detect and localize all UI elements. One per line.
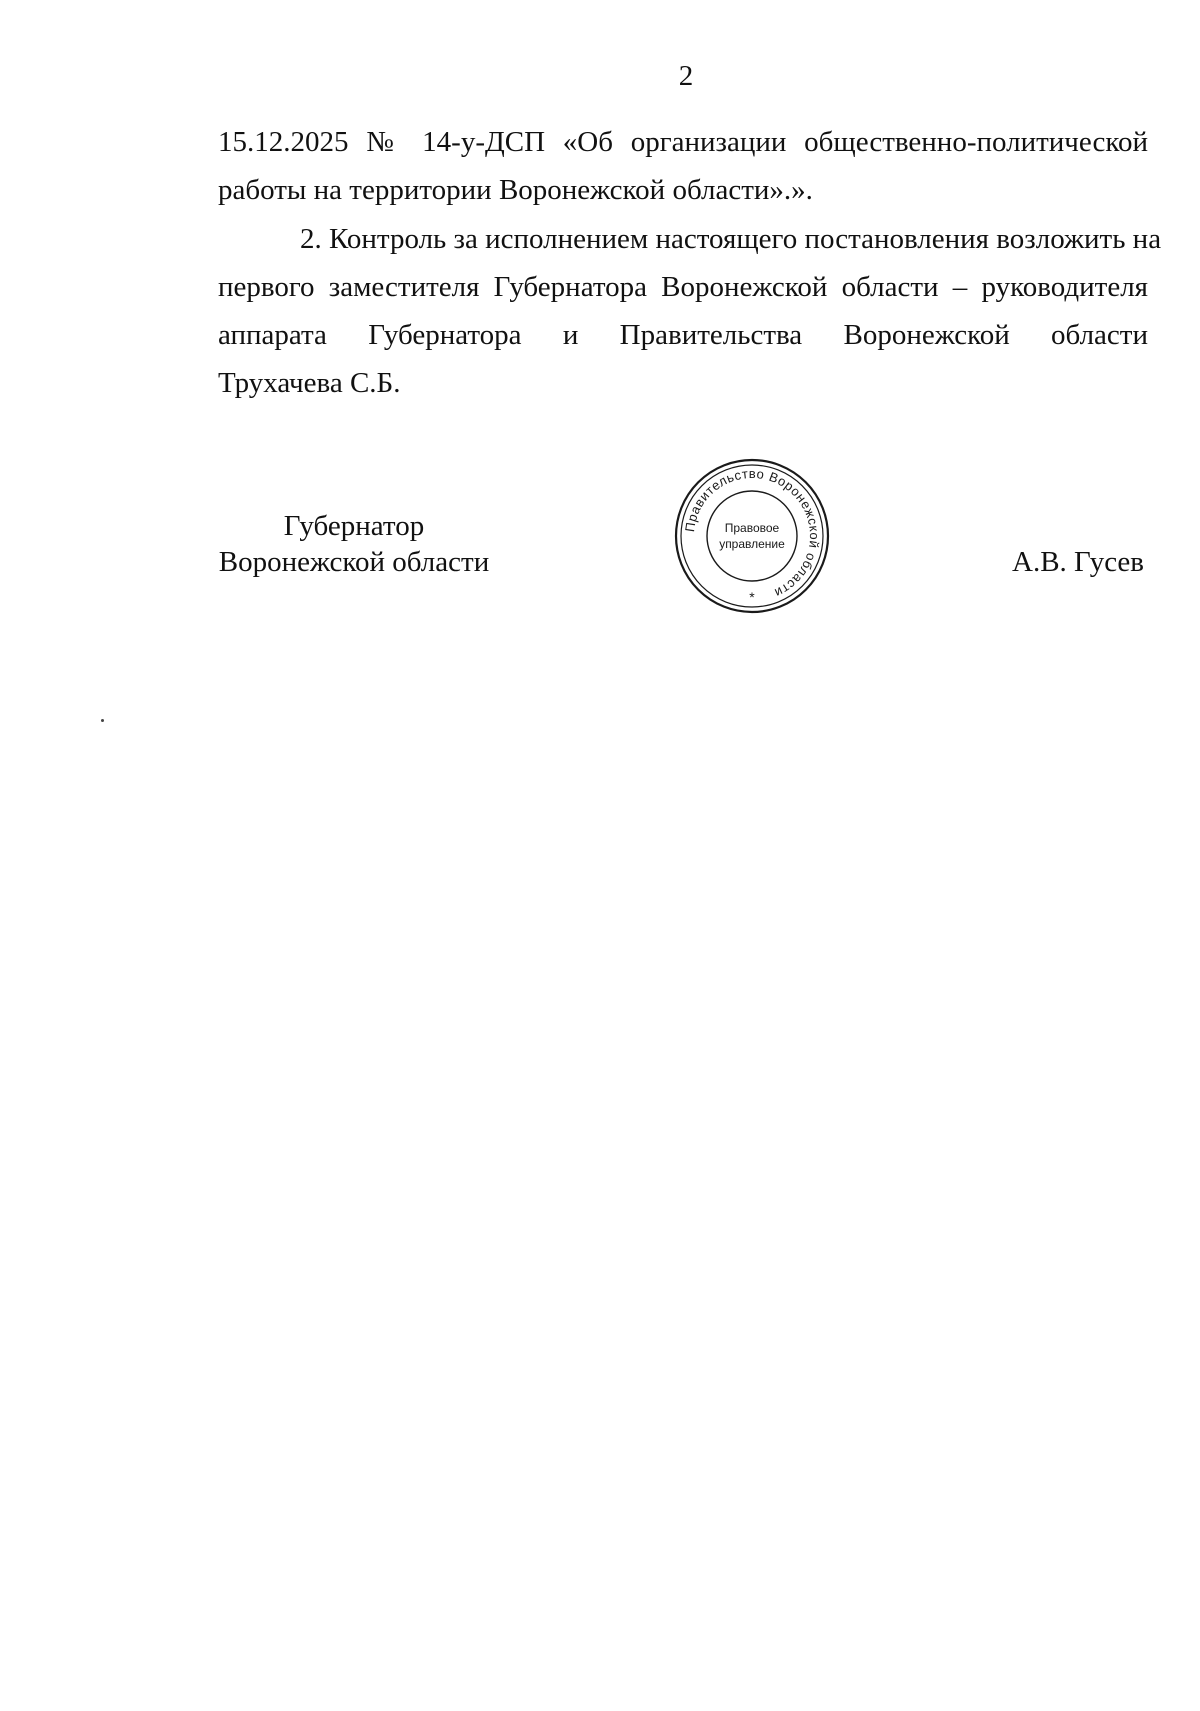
- paragraph-control-clause: [218, 215, 1162, 407]
- paragraph-line: аппарата Губернатора и Правительства Воронежской области: [218, 319, 1148, 351]
- signature-title: [218, 508, 490, 580]
- paragraph-line: 2. Контроль за исполнением настоящего постановления возложить на: [300, 223, 1162, 255]
- paragraph-line: работы на территории Воронежской области».».: [218, 174, 813, 206]
- paragraph-line: 15.12.2025 № 14-у-ДСП «Об организации общественно-политической: [218, 126, 1148, 158]
- stamp-star: *: [749, 589, 755, 605]
- stamp-center-text: Правовое: [724, 521, 780, 535]
- stamp-center-text: управление: [719, 537, 785, 551]
- stamp-seal-graphic: [672, 456, 832, 616]
- official-stamp: [672, 456, 832, 616]
- signature-title-line: Губернатор: [283, 510, 425, 542]
- paragraph-line: Трухачева С.Б.: [218, 367, 401, 399]
- scan-speck: [101, 719, 104, 722]
- signature-title-line: Воронежской области: [218, 546, 490, 578]
- paragraph-continuation: [218, 118, 1148, 214]
- paragraph-line: первого заместителя Губернатора Воронежской области – руководителя: [218, 271, 1148, 303]
- signer-name: А.В. Гусев: [1012, 546, 1144, 578]
- stamp-outer-text: Правительство Воронежской области: [682, 465, 823, 601]
- page-number: 2: [678, 60, 694, 92]
